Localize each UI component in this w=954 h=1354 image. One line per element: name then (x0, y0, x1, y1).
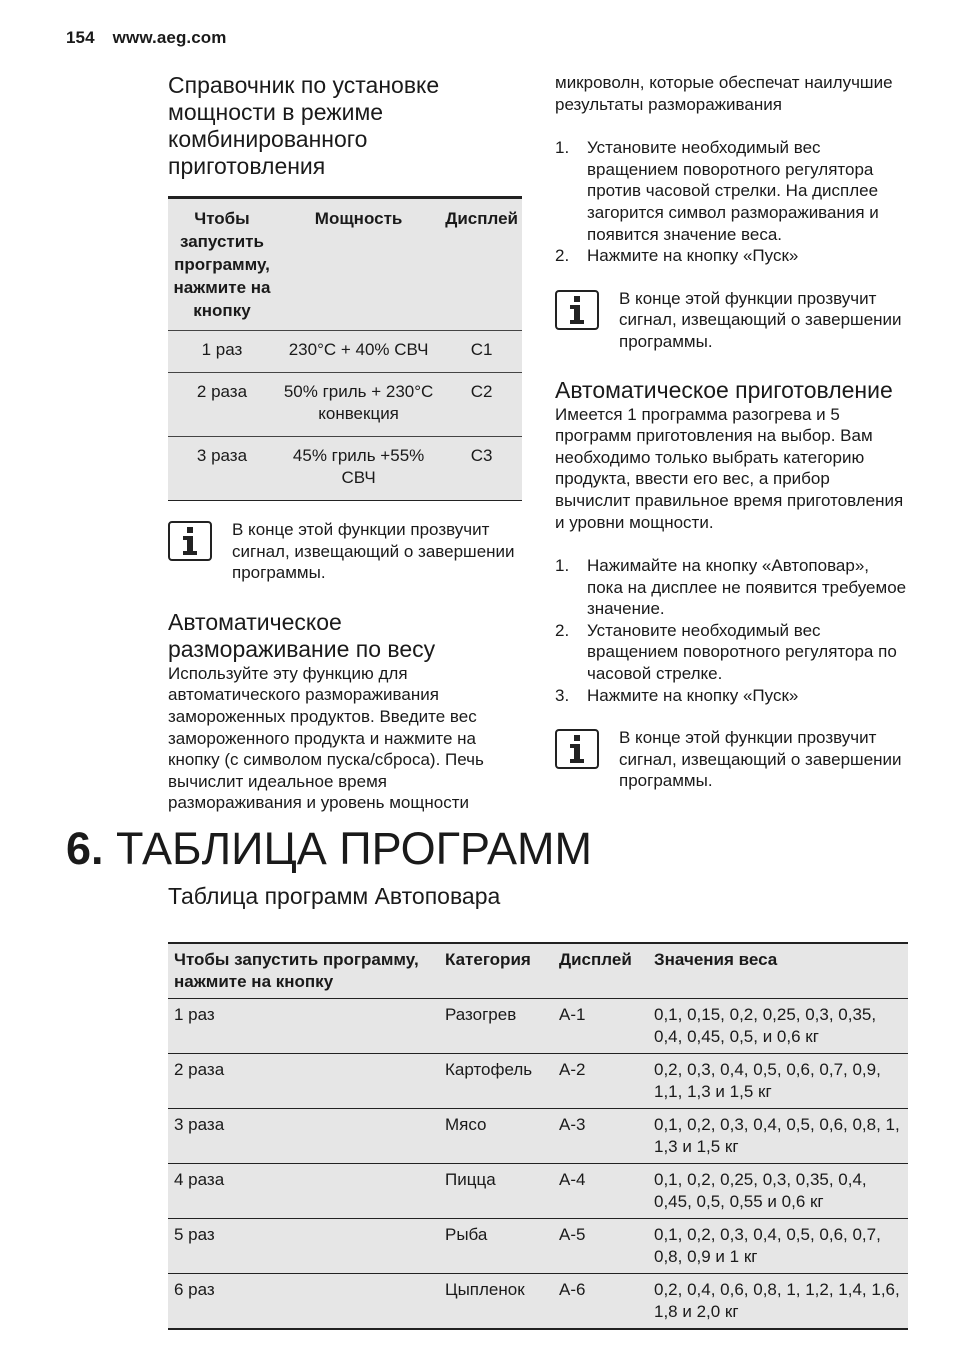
info-icon (555, 729, 599, 769)
power-col-header: Дисплей (441, 198, 522, 331)
table-cell: 0,1, 0,15, 0,2, 0,25, 0,3, 0,35, 0,4, 0,45, 0,5, и 0,6 кг (648, 999, 908, 1054)
table-cell: C2 (441, 373, 522, 437)
table-cell: 0,1, 0,2, 0,25, 0,3, 0,35, 0,4, 0,45, 0,5, 0,55 и 0,6 кг (648, 1164, 908, 1219)
table-cell: 0,1, 0,2, 0,3, 0,4, 0,5, 0,6, 0,8, 1, 1,3 и 1,5 кг (648, 1109, 908, 1164)
table-cell: 2 раза (168, 1054, 439, 1109)
table-cell: 3 раза (168, 1109, 439, 1164)
table-cell: Пицца (439, 1164, 553, 1219)
info-icon (168, 521, 212, 561)
table-row (168, 373, 522, 437)
defrost-text: Используйте эту функцию для автоматического размораживания замороженных продуктов. Введите вес замороженного продукта и нажмите на кнопку (с символом пуска/сброса). Печь вычислит идеальное время размораживания и уровень мощности (168, 663, 484, 813)
table-cell: Цыпленок (439, 1274, 553, 1330)
note-text: В конце этой функции прозвучит сигнал, извещающий о завершении программы. (619, 728, 902, 791)
table-row (168, 331, 522, 373)
table-cell: 5 раз (168, 1219, 439, 1274)
table-cell: Разогрев (439, 999, 553, 1054)
table-cell: 0,2, 0,3, 0,4, 0,5, 0,6, 0,7, 0,9, 1,1, 1,3 и 1,5 кг (648, 1054, 908, 1109)
list-item: 3. Нажмите на кнопку «Пуск» (555, 685, 799, 705)
table-row (168, 1054, 908, 1109)
programs-table-header (168, 943, 908, 999)
table-cell: A-6 (553, 1274, 648, 1330)
info-note (168, 519, 524, 584)
chapter-name: ТАБЛИЦА ПРОГРАММ (116, 823, 592, 874)
table-cell: C3 (441, 437, 522, 501)
power-guide-title: Справочник по установке мощности в режиме комбинированного приготовления (168, 72, 440, 179)
page-header (66, 28, 227, 48)
table-row (168, 1164, 908, 1219)
list-item: 2. Установите необходимый вес вращением поворотного регулятора по часовой стрелке. (555, 620, 897, 684)
site-url: www.aeg.com (112, 28, 227, 47)
table-row (168, 1219, 908, 1274)
table-cell: A-5 (553, 1219, 648, 1274)
defrost-title: Автоматическое размораживание по весу (168, 608, 436, 662)
table-cell: 3 раза (168, 437, 276, 501)
defrost-steps (555, 137, 907, 267)
list-item: 1. Нажимайте на кнопку «Автоповар», пока на дисплее не появится требуемое значение. (555, 556, 907, 619)
programs-col-header: Дисплей (553, 943, 648, 999)
table-row (168, 437, 522, 501)
table-cell: 45% гриль +55% СВЧ (276, 437, 441, 501)
power-col-header: Чтобы запустить программу, нажмите на кнопку (168, 198, 276, 331)
power-table-header (168, 198, 522, 331)
table-cell: 6 раз (168, 1274, 439, 1330)
table-cell: 1 раз (168, 331, 276, 373)
table-cell: A-3 (553, 1109, 648, 1164)
info-icon (555, 290, 599, 330)
table-row (168, 1109, 908, 1164)
list-item: 1. Установите необходимый вес вращением поворотного регулятора против часовой стрелки. На дисплее загорится символ размораживания и появится значение веса. (555, 138, 879, 244)
power-table (168, 196, 522, 501)
table-cell: A-4 (553, 1164, 648, 1219)
programs-col-header: Значения веса (648, 943, 908, 999)
table-row (168, 1274, 908, 1330)
defrost-continued-text: микроволн, которые обеспечат наилучшие результаты размораживания (555, 73, 893, 114)
table-cell: 1 раз (168, 999, 439, 1054)
programs-table (168, 942, 908, 1330)
programs-col-header: Категория (439, 943, 553, 999)
table-cell: A-1 (553, 999, 648, 1054)
table-cell: 2 раза (168, 373, 276, 437)
table-cell: C1 (441, 331, 522, 373)
autocook-text: Имеется 1 программа разогрева и 5 программ приготовления на выбор. Вам необходимо только выбрать категорию продукта, ввести его вес, а прибор вычислит правильное время приготовления и уровни мощности. (555, 404, 904, 532)
note-text: В конце этой функции прозвучит сигнал, извещающий о завершении программы. (232, 520, 515, 583)
table-cell: 230°C + 40% СВЧ (276, 331, 441, 373)
right-column (555, 72, 907, 792)
table-cell: Картофель (439, 1054, 553, 1109)
chapter-title (66, 822, 592, 876)
power-col-header: Мощность (276, 198, 441, 331)
table-cell: Рыба (439, 1219, 553, 1274)
info-note (555, 288, 907, 353)
programs-col-header: Чтобы запустить программу, нажмите на кнопку (168, 943, 439, 999)
list-item: 2. Нажмите на кнопку «Пуск» (555, 246, 799, 266)
table-cell: 0,2, 0,4, 0,6, 0,8, 1, 1,2, 1,4, 1,6, 1,8 и 2,0 кг (648, 1274, 908, 1330)
programs-subtitle: Таблица программ Автоповара (168, 883, 501, 909)
left-column (168, 72, 524, 814)
chapter-number: 6. (66, 823, 104, 874)
note-text: В конце этой функции прозвучит сигнал, извещающий о завершении программы. (619, 288, 902, 351)
table-cell: A-2 (553, 1054, 648, 1109)
table-row (168, 999, 908, 1054)
table-cell: 0,1, 0,2, 0,3, 0,4, 0,5, 0,6, 0,7, 0,8, 0,9 и 1 кг (648, 1219, 908, 1274)
table-cell: Мясо (439, 1109, 553, 1164)
table-cell: 50% гриль + 230°C конвекция (276, 373, 441, 437)
info-note (555, 727, 907, 792)
autocook-steps (555, 555, 907, 706)
autocook-title: Автоматическое приготовление (555, 376, 893, 403)
table-cell: 4 раза (168, 1164, 439, 1219)
page-number: 154 (66, 28, 95, 47)
